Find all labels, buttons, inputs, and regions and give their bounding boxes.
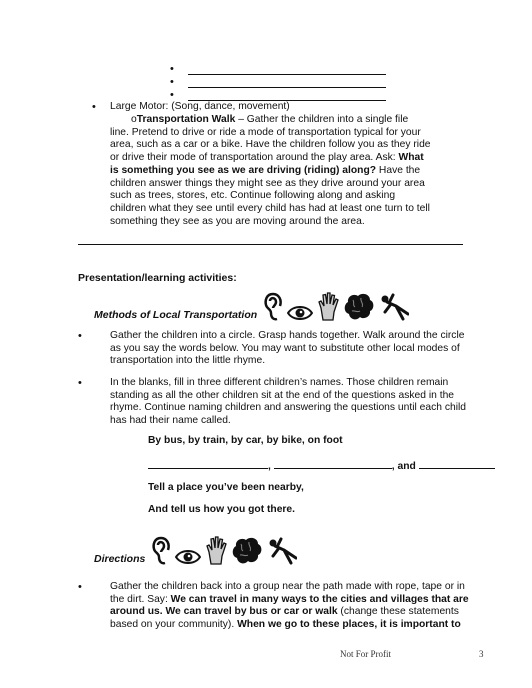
presentation-title: Presentation/learning activities:	[78, 272, 237, 284]
hand-icon	[205, 536, 227, 566]
methods-bullet-2: In the blanks, fill in three different children’s names. Those children remain standing as all the other children sit at the end of the questions asked in the rhyme. Continue naming children and answering the questions until each child has had their name called.	[110, 377, 467, 427]
senses-icon-strip	[263, 292, 409, 322]
stretching-person-icon	[379, 292, 409, 322]
name-blank[interactable]	[419, 459, 495, 469]
name-blank[interactable]	[274, 459, 392, 469]
eye-icon	[287, 304, 313, 322]
brain-icon	[231, 536, 263, 566]
bullet-dot: •	[78, 581, 82, 593]
transportation-walk-body	[110, 127, 431, 229]
rhyme-line-4: And tell us how you got there.	[148, 504, 296, 515]
transportation-walk-title: Transportation Walk	[136, 114, 236, 125]
walk-line: children what they see until every child has had at least one turn to tell	[110, 202, 430, 214]
transportation-walk-first-line	[131, 114, 408, 127]
methods-title: Methods of Local Transportation	[94, 309, 258, 321]
eye-icon	[175, 548, 201, 566]
brain-icon	[343, 292, 375, 322]
methods-bullet-1: Gather the children into a circle. Grasp hands together. Walk around the circle as you say the words below. You may want to substitute other local modes of transportation into the little rhyme.	[110, 330, 465, 367]
large-motor-label: Large Motor: (Song, dance, movement)	[110, 101, 290, 112]
directions-bullet: Gather the children back into a group near the path made with rope, tape or in the dirt. Say: We can travel in many ways to the cities and villages that are around us. We can travel by bus or car or walk (change these statements based on your community). When we go to these places, it is important to	[110, 581, 469, 631]
walk-line: children answer things they might see as they drive around your area	[110, 177, 425, 189]
bullet-dot: •	[92, 101, 96, 113]
ear-icon	[151, 536, 171, 566]
walk-line: is something you see as we are driving (riding) along? Have the	[110, 164, 421, 176]
methods-header	[94, 292, 409, 322]
walk-line: area, such as a car or a bike. Have the children follow you as they ride	[110, 139, 431, 151]
hand-icon	[317, 292, 339, 322]
walk-line: or drive their mode of transportation around the play area. Ask: What	[110, 152, 424, 164]
walk-line: line. Pretend to drive or ride a mode of transportation typical for your	[110, 126, 421, 138]
ear-icon	[263, 292, 283, 322]
directions-title: Directions	[94, 553, 146, 565]
rhyme-line-3: Tell a place you’ve been nearby,	[148, 482, 304, 493]
bullet-dot: •	[78, 330, 82, 342]
sub-bullet-marker: o	[131, 114, 137, 125]
walk-line: such as trees, stores, etc. Continue following along and asking	[110, 190, 396, 202]
page-number: 3	[479, 649, 484, 659]
name-blank[interactable]	[148, 459, 268, 469]
walk-text: – Gather the children into a single file	[235, 114, 409, 125]
senses-icon-strip	[151, 536, 297, 566]
footer-text: Not For Profit	[340, 649, 392, 659]
walk-line: something they see as you are moving around the area.	[110, 215, 365, 227]
section-divider	[78, 244, 463, 245]
bullet-dot: •	[78, 377, 82, 389]
rhyme-line-1: By bus, by train, by car, by bike, on foot	[148, 435, 343, 446]
directions-header	[94, 536, 297, 566]
rhyme-name-blanks: , , and	[148, 459, 495, 472]
stretching-person-icon	[267, 536, 297, 566]
